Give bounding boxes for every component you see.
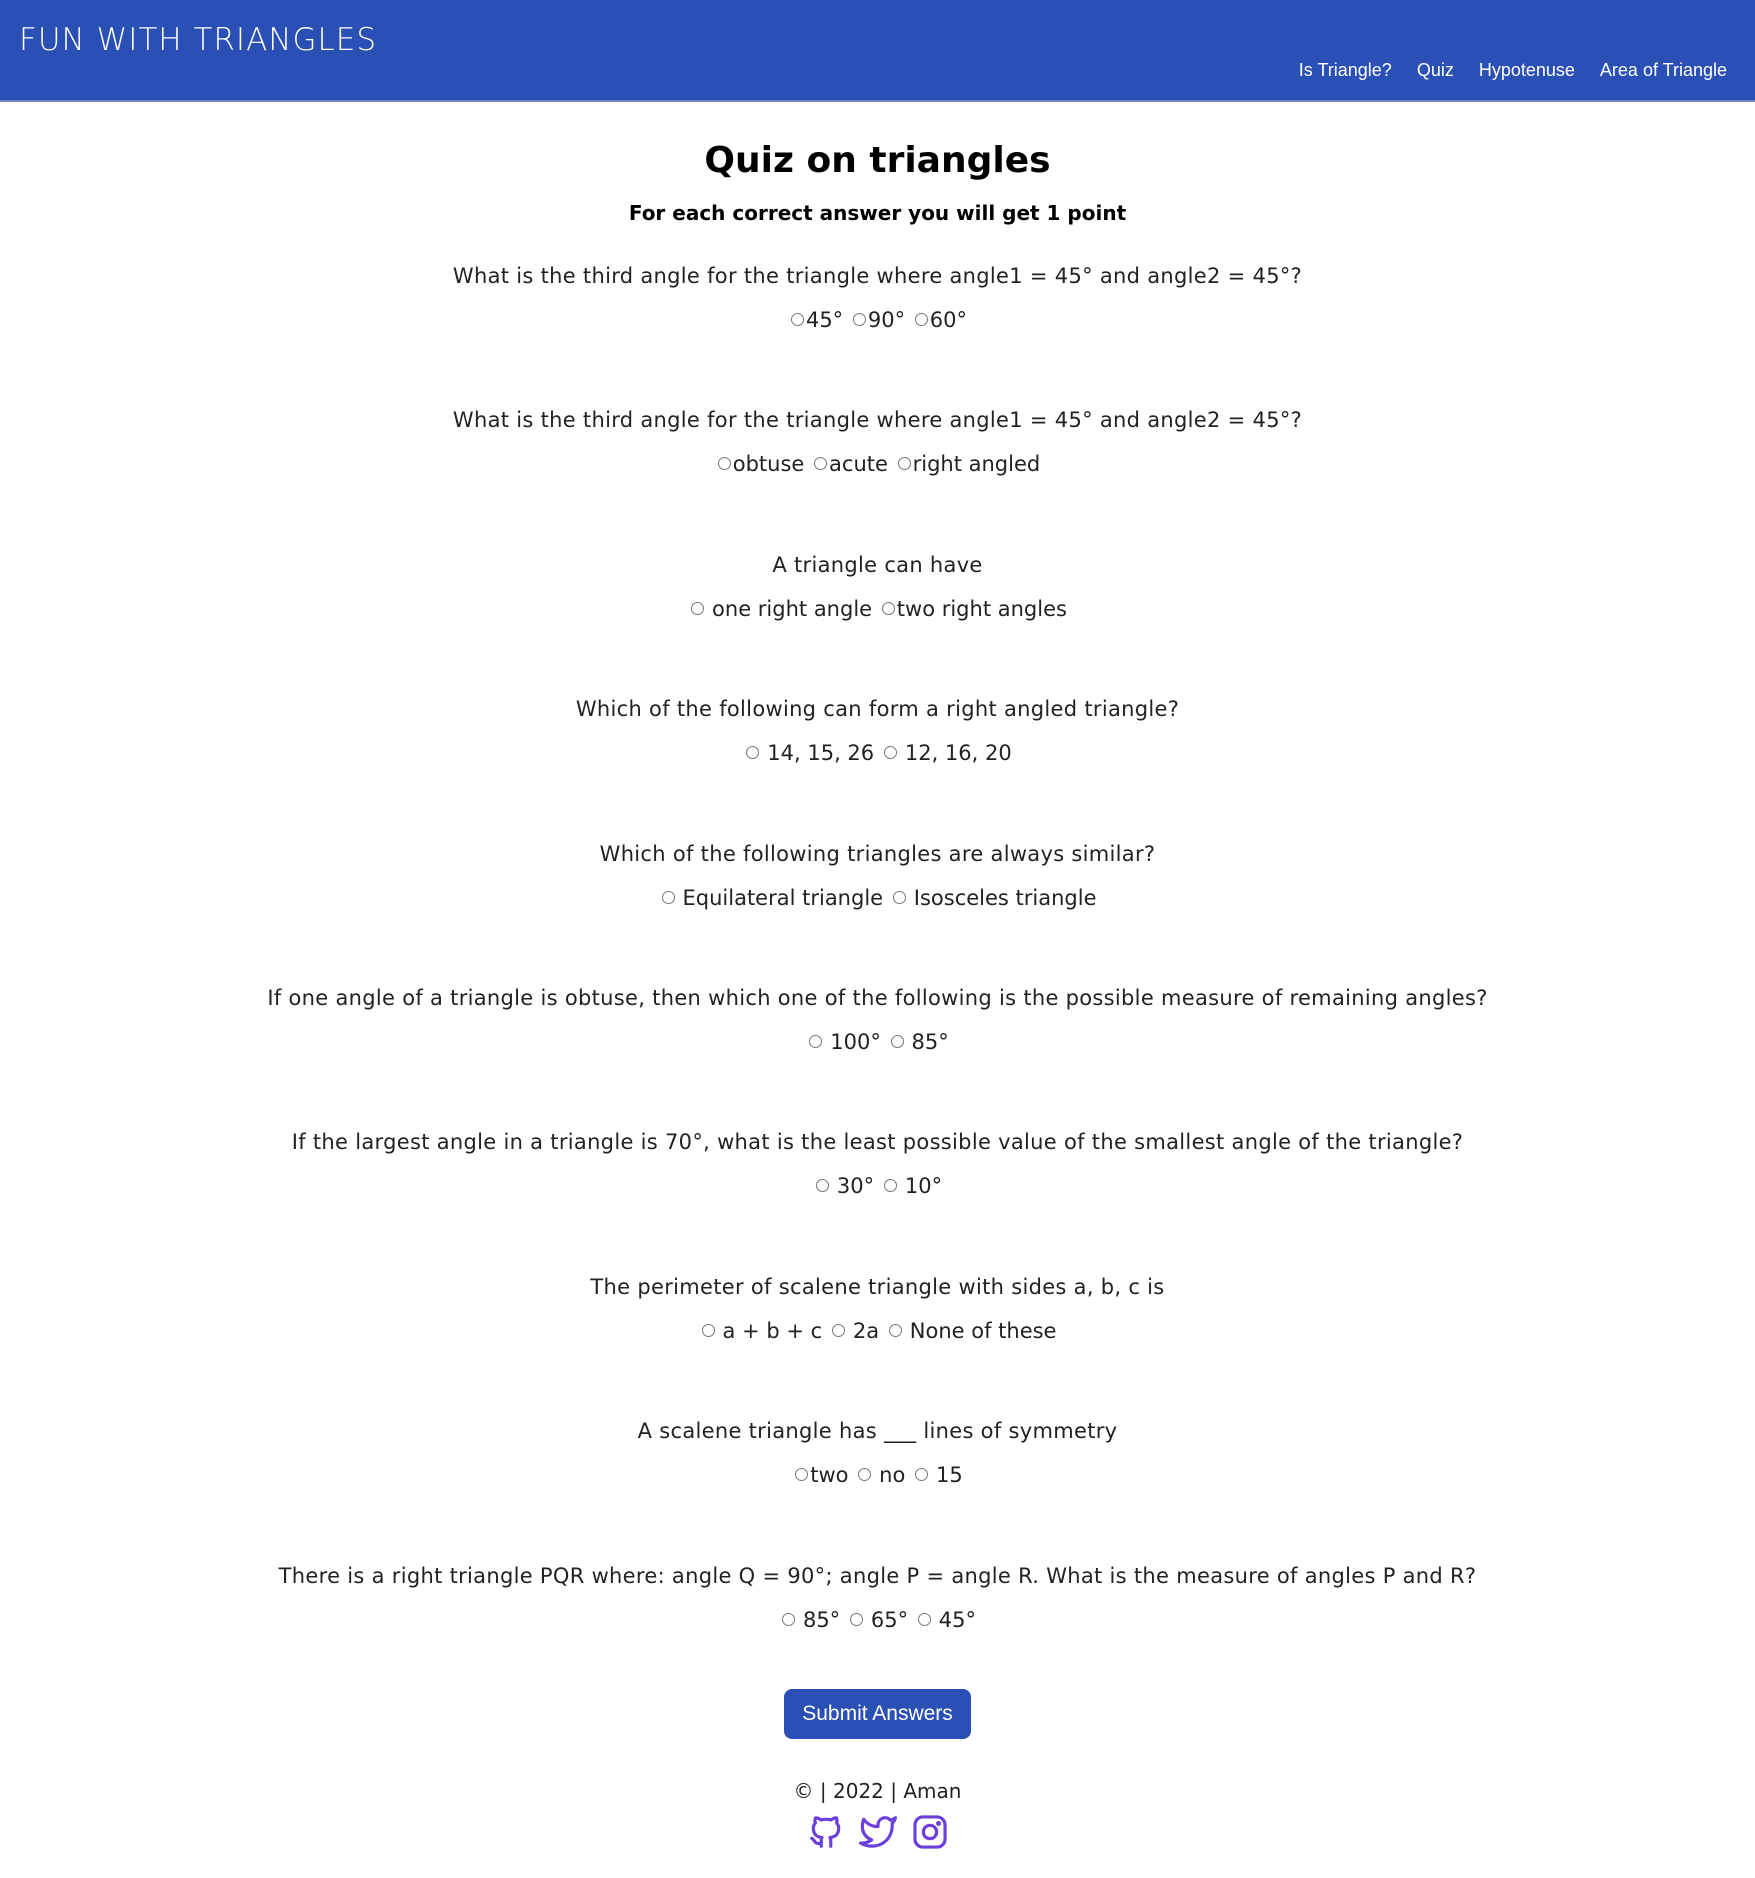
option-isosceles[interactable]: Isosceles triangle: [890, 885, 1097, 911]
submit-answers-button[interactable]: Submit Answers: [784, 1689, 971, 1739]
footer: [0, 1779, 1755, 1851]
question-7: [0, 1129, 1755, 1273]
radio-button[interactable]: [850, 1613, 863, 1626]
radio-button[interactable]: [809, 1035, 822, 1048]
radio-button[interactable]: [893, 891, 906, 904]
twitter-icon: [859, 1813, 897, 1851]
option-one-right-angle[interactable]: one right angle: [688, 596, 872, 622]
radio-button[interactable]: [891, 1035, 904, 1048]
option-45[interactable]: 45°: [915, 1607, 976, 1633]
radio-button[interactable]: [662, 891, 675, 904]
instagram-icon: [911, 1813, 949, 1851]
radio-button[interactable]: [853, 313, 866, 326]
social-links: [0, 1813, 1755, 1851]
brand-logo[interactable]: FUN WITH TRIANGLES: [19, 22, 378, 58]
radio-button[interactable]: [795, 1468, 808, 1481]
option-no[interactable]: no: [855, 1462, 905, 1488]
option-two-right-angles[interactable]: two right angles: [879, 596, 1067, 622]
nav-links: [1299, 60, 1727, 81]
navbar: [0, 0, 1755, 102]
option-obtuse[interactable]: obtuse: [715, 451, 805, 477]
nav-link-hypotenuse[interactable]: Hypotenuse: [1478, 60, 1575, 80]
option-acute[interactable]: acute: [811, 451, 888, 477]
option-a-b-c[interactable]: a + b + c: [699, 1318, 823, 1344]
radio-button[interactable]: [889, 1324, 902, 1337]
question-text: The perimeter of scalene triangle with sides a, b, c is: [590, 1274, 1165, 1299]
radio-button[interactable]: [702, 1324, 715, 1337]
question-text: Which of the following triangles are always similar?: [599, 841, 1156, 866]
twitter-link[interactable]: [859, 1813, 897, 1851]
question-4: [0, 696, 1755, 840]
question-9: [0, 1418, 1755, 1562]
answer-options: [0, 596, 1755, 622]
radio-button[interactable]: [791, 313, 804, 326]
radio-button[interactable]: [814, 457, 827, 470]
answer-options: [0, 451, 1755, 477]
radio-button[interactable]: [882, 602, 895, 615]
question-text: What is the third angle for the triangle where angle1 = 45° and angle2 = 45°?: [452, 264, 1303, 288]
answer-options: [0, 307, 1755, 333]
question-text: If the largest angle in a triangle is 70°, what is the least possible value of the smallest angle of the triangle?: [291, 1130, 1464, 1155]
question-1: [0, 263, 1755, 407]
answer-options: [0, 885, 1755, 911]
radio-button[interactable]: [898, 457, 911, 470]
question-2: [0, 407, 1755, 551]
copyright-text: © | 2022 | Aman: [793, 1778, 962, 1803]
option-85[interactable]: 85°: [888, 1029, 949, 1055]
answer-options: [0, 740, 1755, 766]
answer-options: [0, 1173, 1755, 1199]
instagram-link[interactable]: [911, 1813, 949, 1851]
question-3: [0, 552, 1755, 696]
radio-button[interactable]: [691, 602, 704, 615]
option-none-of-these[interactable]: None of these: [886, 1318, 1057, 1344]
radio-button[interactable]: [915, 1468, 928, 1481]
radio-button[interactable]: [832, 1324, 845, 1337]
answer-options: [0, 1318, 1755, 1344]
option-15[interactable]: 15: [912, 1462, 963, 1488]
option-10[interactable]: 10°: [881, 1173, 942, 1199]
quiz-form: [0, 263, 1755, 1739]
question-5: [0, 841, 1755, 985]
radio-button[interactable]: [884, 746, 897, 759]
radio-button[interactable]: [915, 313, 928, 326]
github-icon: [807, 1813, 845, 1851]
option-65[interactable]: 65°: [847, 1607, 908, 1633]
radio-button[interactable]: [782, 1613, 795, 1626]
answer-options: [0, 1607, 1755, 1633]
radio-button[interactable]: [718, 457, 731, 470]
nav-link-is-triangle[interactable]: Is Triangle?: [1298, 60, 1392, 80]
option-90[interactable]: 90°: [850, 307, 905, 333]
option-45[interactable]: 45°: [788, 307, 843, 333]
question-text: A triangle can have: [772, 552, 983, 577]
option-2a[interactable]: 2a: [829, 1318, 879, 1344]
nav-link-area-of-triangle[interactable]: Area of Triangle: [1599, 60, 1727, 80]
radio-button[interactable]: [918, 1613, 931, 1626]
question-text: Which of the following can form a right angled triangle?: [575, 697, 1180, 722]
question-text: There is a right triangle PQR where: angle Q = 90°; angle P = angle R. What is the measure of angles P and R?: [278, 1563, 1477, 1588]
page-subtitle: For each correct answer you will get 1 point: [628, 201, 1127, 225]
option-100[interactable]: 100°: [806, 1029, 881, 1055]
option-14-15-26[interactable]: 14, 15, 26: [743, 740, 874, 766]
radio-button[interactable]: [816, 1179, 829, 1192]
answer-options: [0, 1029, 1755, 1055]
question-6: [0, 985, 1755, 1129]
option-85[interactable]: 85°: [779, 1607, 840, 1633]
option-30[interactable]: 30°: [813, 1173, 874, 1199]
radio-button[interactable]: [884, 1179, 897, 1192]
question-text: A scalene triangle has ___ lines of symmetry: [637, 1419, 1118, 1444]
radio-button[interactable]: [746, 746, 759, 759]
answer-options: [0, 1462, 1755, 1488]
option-two[interactable]: two: [792, 1462, 848, 1488]
github-link[interactable]: [807, 1813, 845, 1851]
main-content: [0, 140, 1755, 1739]
option-60[interactable]: 60°: [912, 307, 967, 333]
question-text: If one angle of a triangle is obtuse, then which one of the following is the possible measure of remaining angles?: [267, 985, 1488, 1010]
question-8: [0, 1274, 1755, 1418]
radio-button[interactable]: [858, 1468, 871, 1481]
question-10: [0, 1563, 1755, 1685]
nav-link-quiz[interactable]: Quiz: [1416, 60, 1454, 80]
question-text: What is the third angle for the triangle where angle1 = 45° and angle2 = 45°?: [452, 408, 1303, 433]
option-12-16-20[interactable]: 12, 16, 20: [881, 740, 1012, 766]
page-title: Quiz on triangles: [704, 140, 1051, 181]
option-equilateral[interactable]: Equilateral triangle: [659, 885, 884, 911]
option-right-angled[interactable]: right angled: [895, 451, 1041, 477]
